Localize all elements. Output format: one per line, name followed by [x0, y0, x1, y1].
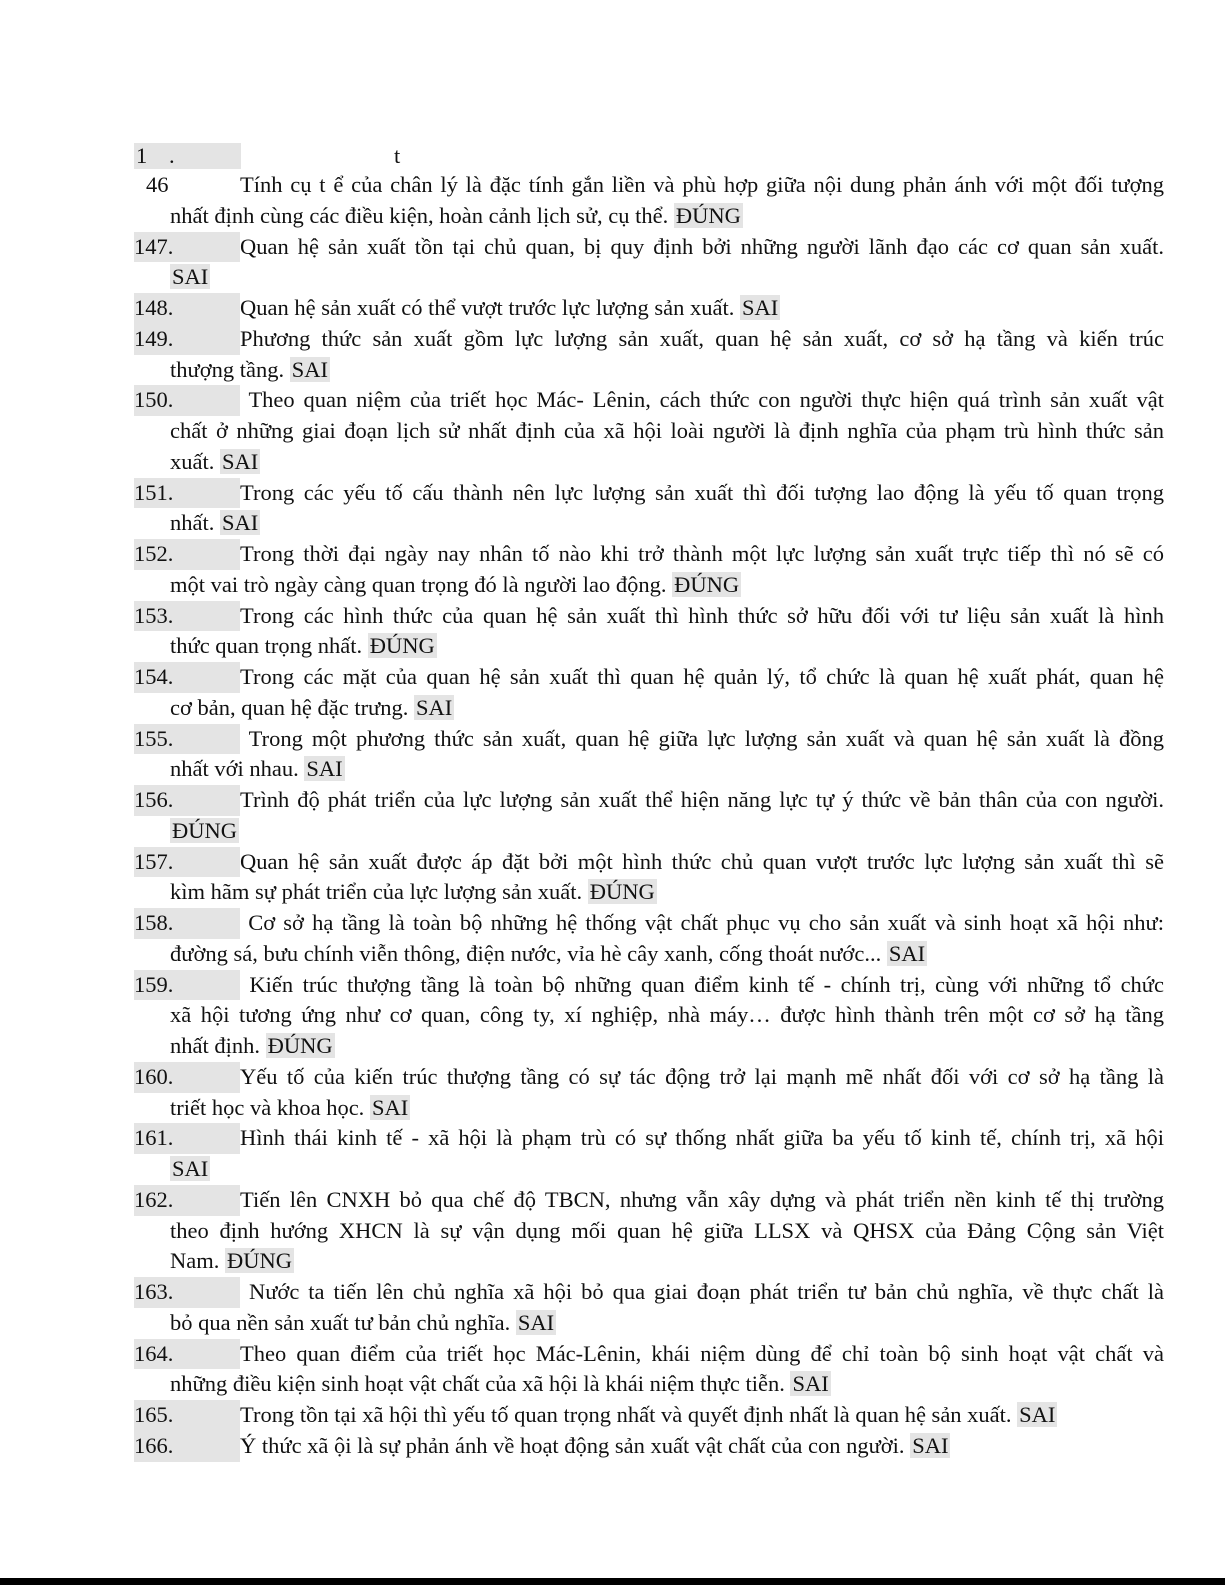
question-text: một vai trò ngày càng quan trọng đó là người lao động.	[170, 571, 667, 597]
question-continuation-line	[170, 877, 1164, 908]
question-first-line	[134, 724, 1164, 755]
answer-badge: ĐÚNG	[172, 817, 237, 843]
answer-badge: SAI	[291, 356, 328, 382]
answer-badge: SAI	[517, 1309, 555, 1335]
question-text: đường sá, bưu chính viễn thông, điện nước, vỉa hè cây xanh, cống thoát nước...	[170, 940, 882, 966]
answer-badge: SAI	[741, 295, 779, 320]
question-number: 158.	[134, 908, 240, 939]
question-text: Quan hệ sản xuất được áp đặt bởi một hình thức chủ quan vượt trước lực lượng sản xuất thì sẽ	[240, 848, 1164, 874]
question-first-line	[134, 847, 1164, 878]
question-continuation-line	[170, 201, 1164, 232]
question-number: 159.	[134, 970, 240, 1001]
answer-badge: ĐÚNG	[675, 202, 741, 228]
question-text: Quan hệ sản xuất tồn tại chủ quan, bị quy định bởi những người lãnh đạo các cơ quan sản xuất.	[240, 233, 1164, 259]
question-continuation-line	[170, 447, 1164, 478]
question-text: Nước ta tiến lên chủ nghĩa xã hội bỏ qua giai đoạn phát triển tư bản chủ nghĩa, về thực chất là	[240, 1279, 1164, 1304]
question-text: Trong một phương thức sản xuất, quan hệ giữa lực lượng sản xuất và quan hệ sản xuất là đồng	[240, 725, 1164, 751]
question-first-line	[134, 1062, 1164, 1093]
question-text: bỏ qua nền sản xuất tư bản chủ nghĩa.	[170, 1309, 511, 1335]
answer-badge: SAI	[222, 448, 259, 474]
question-text: Trình độ phát triển của lực lượng sản xuất thể hiện năng lực tự ý thức về bản thân của con người.	[240, 787, 1164, 812]
question-first-line	[134, 1339, 1164, 1370]
question-number: 155.	[134, 724, 240, 755]
question-number: 154.	[134, 662, 240, 693]
question-text: Trong các mặt của quan hệ sản xuất thì quan hệ quản lý, tổ chức là quan hệ xuất phát, quan hệ	[240, 664, 1164, 689]
question-continuation-line	[170, 1246, 1164, 1277]
question-text: nhất định cùng các điều kiện, hoàn cảnh lịch sử, cụ thể.	[170, 202, 669, 228]
question-first-line	[134, 1431, 1164, 1462]
question-text: cơ bản, quan hệ đặc trưng.	[170, 694, 409, 720]
answer-badge: SAI	[888, 940, 926, 966]
question-text: chất ở những giai đoạn lịch sử nhất định của xã hội loài người là định nghĩa của phạm trù hình thức sản	[170, 418, 1164, 443]
question-text: nhất định.	[170, 1033, 260, 1058]
question-continuation-line	[170, 939, 1164, 970]
question-text: Ý thức xã ội là sự phản ánh về hoạt động sản xuất vật chất của con người.	[240, 1432, 905, 1458]
header-gray-bar	[134, 143, 241, 169]
question-continuation-line	[170, 1369, 1164, 1400]
question-text: Theo quan điểm của triết học Mác-Lênin, khái niệm dùng để chỉ toàn bộ sinh hoạt vật chất và	[240, 1340, 1164, 1366]
answer-badge: ĐÚNG	[267, 1033, 333, 1058]
question-text: Quan hệ sản xuất có thể vượt trước lực lượng sản xuất.	[240, 295, 735, 320]
question-continuation-line	[170, 1216, 1164, 1247]
question-text: triết học và khoa học.	[170, 1094, 365, 1120]
answer-badge: ĐÚNG	[674, 571, 740, 597]
question-first-line	[134, 601, 1164, 632]
question-first-line	[134, 1400, 1164, 1431]
question-text: Tính cụ t ể của chân lý là đặc tính gắn liền và phù hợp giữa nội dung phản ánh với một đối tượng	[240, 172, 1164, 197]
question-number: 166.	[134, 1431, 240, 1462]
answer-badge: ĐÚNG	[227, 1248, 292, 1274]
question-first-line	[134, 662, 1164, 693]
question-text: Trong thời đại ngày nay nhân tố nào khi trở thành một lực lượng sản xuất trực tiếp thì nó sẽ có	[240, 541, 1164, 566]
answer-badge: SAI	[172, 264, 209, 290]
question-text: theo định hướng XHCN là sự vận dụng mối quan hệ giữa LLSX và QHSX của Đảng Cộng sản Việt	[170, 1217, 1164, 1243]
question-number: 162.	[134, 1185, 240, 1216]
question-continuation-line	[170, 816, 1164, 847]
question-text: Trong các hình thức của quan hệ sản xuất thì hình thức sở hữu đối với tư liệu sản xuất là hình	[240, 602, 1164, 628]
answer-badge: SAI	[371, 1094, 409, 1120]
question-number: 156.	[134, 785, 240, 816]
question-text: Cơ sở hạ tầng là toàn bộ những hệ thống vật chất phục vụ cho sản xuất và sinh hoạt xã hội như:	[240, 910, 1164, 935]
question-text: Trong tồn tại xã hội thì yếu tố quan trọng nhất và quyết định nhất là quan hệ sản xuất.	[240, 1402, 1012, 1427]
question-continuation-line	[170, 631, 1164, 662]
question-first-line	[134, 385, 1164, 416]
question-continuation-line	[170, 693, 1164, 724]
question-first-line	[134, 785, 1164, 816]
question-number: 161.	[134, 1123, 240, 1154]
question-text: những điều kiện sinh hoạt vật chất của xã hội là khái niệm thực tiễn.	[170, 1371, 785, 1397]
question-continuation-line	[170, 1000, 1164, 1031]
question-first-line	[134, 478, 1164, 509]
question-first-line	[134, 293, 1164, 324]
question-continuation-line	[170, 754, 1164, 785]
question-first-line	[134, 232, 1164, 263]
question-text: Nam.	[170, 1248, 220, 1274]
question-text: nhất với nhau.	[170, 756, 299, 782]
question-first-line	[134, 1123, 1164, 1154]
question-number: 153.	[134, 601, 240, 632]
question-number: 163.	[134, 1277, 240, 1308]
question-number: 46	[146, 172, 169, 197]
question-first-line	[134, 170, 1164, 201]
question-first-line	[134, 1185, 1164, 1216]
header-dot: .	[169, 143, 175, 168]
question-text: Hình thái kinh tế - xã hội là phạm trù có sự thống nhất giữa ba yếu tố kinh tế, chính trị, xã hội	[240, 1125, 1164, 1151]
question-number: 164.	[134, 1339, 240, 1370]
answer-badge: SAI	[222, 510, 259, 536]
question-text: nhất.	[170, 510, 215, 536]
question-text: Yếu tố của kiến trúc thượng tầng có sự tác động trở lại mạnh mẽ nhất đối với cơ sở hạ tầng là	[240, 1063, 1164, 1089]
question-continuation-line	[170, 1093, 1164, 1124]
header-number: 1	[136, 143, 148, 168]
question-continuation-line	[170, 416, 1164, 447]
question-continuation-line	[170, 1308, 1164, 1339]
question-number: 148.	[134, 293, 240, 324]
question-continuation-line	[170, 570, 1164, 601]
answer-badge: ĐÚNG	[589, 879, 655, 905]
question-number: 160.	[134, 1062, 240, 1093]
answer-badge: SAI	[1019, 1402, 1056, 1427]
question-continuation-line	[170, 355, 1164, 386]
question-text: xã hội tương ứng như cơ quan, công ty, xí nghiệp, nhà máy… được hình thành trên một cơ sở hạ tầng	[170, 1002, 1164, 1028]
question-first-line	[134, 324, 1164, 355]
question-text: Phương thức sản xuất gồm lực lượng sản xuất, quan hệ sản xuất, cơ sở hạ tầng và kiến trúc	[240, 325, 1164, 351]
answer-badge: SAI	[792, 1371, 829, 1397]
question-first-line	[134, 970, 1164, 1001]
question-text: Trong các yếu tố cấu thành nên lực lượng sản xuất thì đối tượng lao động là yếu tố quan trọng	[240, 479, 1164, 505]
question-continuation-line	[170, 1154, 1164, 1185]
question-number: 157.	[134, 847, 240, 878]
question-number: 165.	[134, 1400, 240, 1431]
question-continuation-line	[170, 508, 1164, 539]
header-letter: t	[394, 143, 401, 168]
question-number: 150.	[134, 385, 240, 416]
answer-badge: SAI	[912, 1432, 949, 1458]
question-continuation-line	[170, 1031, 1164, 1062]
question-number: 151.	[134, 478, 240, 509]
answer-badge: SAI	[306, 756, 343, 782]
question-text: thức quan trọng nhất.	[170, 633, 363, 659]
bottom-border	[0, 1578, 1225, 1585]
question-first-line	[134, 908, 1164, 939]
question-text: xuất.	[170, 448, 215, 474]
question-text: Tiến lên CNXH bỏ qua chế độ TBCN, nhưng vẫn xây dựng và phát triển nền kinh tế thị trường	[240, 1186, 1164, 1212]
answer-badge: ĐÚNG	[369, 633, 435, 659]
answer-badge: SAI	[416, 694, 453, 720]
question-number: 149.	[134, 324, 240, 355]
answer-badge: SAI	[172, 1156, 209, 1181]
question-text: thượng tầng.	[170, 356, 285, 382]
question-text: kìm hãm sự phát triển của lực lượng sản xuất.	[170, 879, 583, 905]
question-first-line	[134, 539, 1164, 570]
question-text: Kiến trúc thượng tầng là toàn bộ những quan điểm kinh tế - chính trị, cùng với những tổ chức	[240, 971, 1164, 997]
question-text: Theo quan niệm của triết học Mác- Lênin, cách thức con người thực hiện quá trình sản xuất vật	[240, 387, 1164, 413]
question-first-line	[134, 1277, 1164, 1308]
question-number: 147.	[134, 232, 240, 263]
question-number: 152.	[134, 539, 240, 570]
question-continuation-line	[170, 262, 1164, 293]
